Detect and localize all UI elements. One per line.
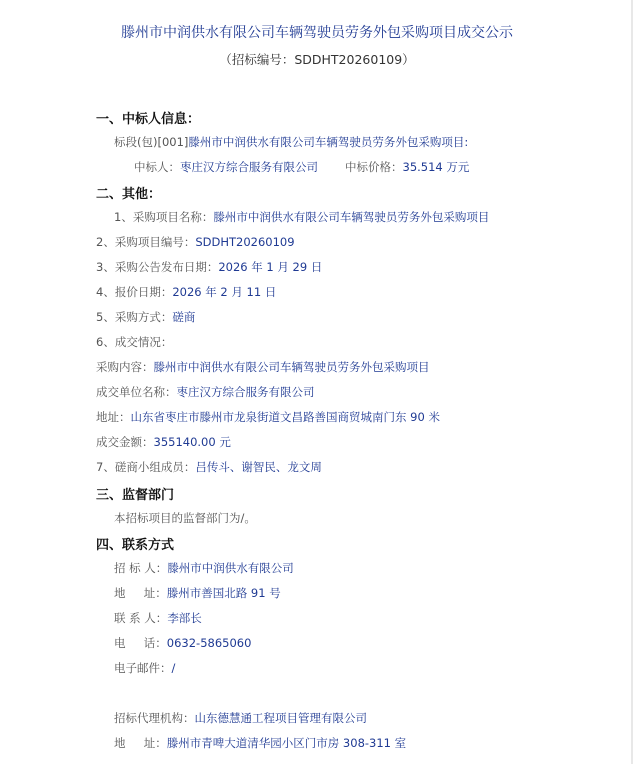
amount-line — [96, 434, 231, 450]
project-name-line — [114, 209, 489, 225]
winner-label: 中标人： — [134, 160, 180, 174]
quote-date-line — [96, 284, 276, 300]
deal-label: 6、成交情况： — [96, 335, 173, 349]
tenderer-label: 招 标 人： — [114, 561, 168, 575]
page-edge — [631, 0, 633, 764]
section-2-heading: 二、其他： — [96, 187, 162, 202]
agency-address-line — [114, 735, 406, 751]
quote-date-label: 4、报价日期： — [96, 285, 173, 299]
price-label: 中标价格： — [345, 160, 403, 174]
lot-line — [114, 134, 468, 150]
amount-label: 成交金额： — [96, 435, 154, 449]
publish-date-value: 2026 年 1 月 29 日 — [218, 260, 323, 274]
tenderer-address-label: 地 址： — [114, 586, 167, 600]
address-line — [96, 409, 440, 425]
project-name-value: 滕州市中润供水有限公司车辆驾驶员劳务外包采购项目 — [213, 210, 490, 224]
members-line — [96, 459, 322, 475]
price-value: 35.514 万元 — [402, 160, 470, 174]
address-value: 山东省枣庄市滕州市龙泉街道文昌路善国商贸城南门东 90 米 — [130, 410, 440, 424]
tenderer-address-line — [114, 585, 281, 601]
agency-value: 山东德慧通工程项目管理有限公司 — [194, 711, 367, 725]
supervision-text — [114, 510, 256, 526]
contact-line — [114, 610, 202, 626]
publish-date-line — [96, 259, 322, 275]
bid-number: （招标编号：SDDHT20260109） — [219, 52, 415, 67]
publish-date-label: 3、采购公告发布日期： — [96, 260, 219, 274]
project-no-label: 2、采购项目编号： — [96, 235, 196, 249]
email-value: / — [171, 661, 176, 675]
agency-line — [114, 710, 367, 726]
project-no-line — [96, 234, 295, 250]
section-4-heading: 四、联系方式 — [96, 538, 175, 553]
lot-label: 标段(包)[001] — [114, 135, 189, 149]
members-label: 7、磋商小组成员： — [96, 460, 196, 474]
section-1-heading: 一、中标人信息： — [96, 112, 201, 127]
winner-line — [134, 159, 318, 175]
project-no-value: SDDHT20260109 — [195, 235, 295, 249]
tenderer-address-value: 滕州市善国北路 91 号 — [166, 586, 281, 600]
winner-value: 枣庄汉方综合服务有限公司 — [180, 160, 318, 174]
address-label: 地址： — [96, 410, 131, 424]
unit-value: 枣庄汉方综合服务有限公司 — [176, 385, 315, 399]
quote-date-value: 2026 年 2 月 11 日 — [172, 285, 277, 299]
phone-value: 0632-5865060 — [166, 636, 252, 650]
email-label: 电子邮件： — [114, 661, 172, 675]
unit-label: 成交单位名称： — [96, 385, 177, 399]
supervision-text-value: 本招标项目的监督部门为/。 — [114, 511, 256, 525]
agency-address-value: 滕州市青啤大道清华园小区门市房 308-311 室 — [166, 736, 407, 750]
content-line — [96, 359, 430, 375]
amount-value: 355140.00 元 — [153, 435, 231, 449]
members-value: 吕传斗、谢智民、龙文周 — [195, 460, 322, 474]
contact-label: 联 系 人： — [114, 611, 168, 625]
content-value: 滕州市中润供水有限公司车辆驾驶员劳务外包采购项目 — [153, 360, 430, 374]
unit-line — [96, 384, 315, 400]
phone-label: 电 话： — [114, 636, 167, 650]
project-name-label: 1、采购项目名称： — [114, 210, 214, 224]
contact-value: 李部长 — [167, 611, 202, 625]
email-line — [114, 660, 175, 676]
method-label: 5、采购方式： — [96, 310, 173, 324]
tenderer-value: 滕州市中润供水有限公司 — [167, 561, 294, 575]
price-line — [345, 159, 469, 175]
agency-label: 招标代理机构： — [114, 711, 195, 725]
deal-label-line — [96, 334, 172, 350]
agency-address-label: 地 址： — [114, 736, 167, 750]
phone-line — [114, 635, 251, 651]
page-title: 滕州市中润供水有限公司车辆驾驶员劳务外包采购项目成交公示 — [121, 25, 513, 41]
tenderer-line — [114, 560, 294, 576]
method-value: 磋商 — [172, 310, 196, 324]
content-label: 采购内容： — [96, 360, 154, 374]
lot-value: 滕州市中润供水有限公司车辆驾驶员劳务外包采购项目: — [188, 135, 469, 149]
section-3-heading: 三、监督部门 — [96, 488, 175, 503]
method-line — [96, 309, 195, 325]
